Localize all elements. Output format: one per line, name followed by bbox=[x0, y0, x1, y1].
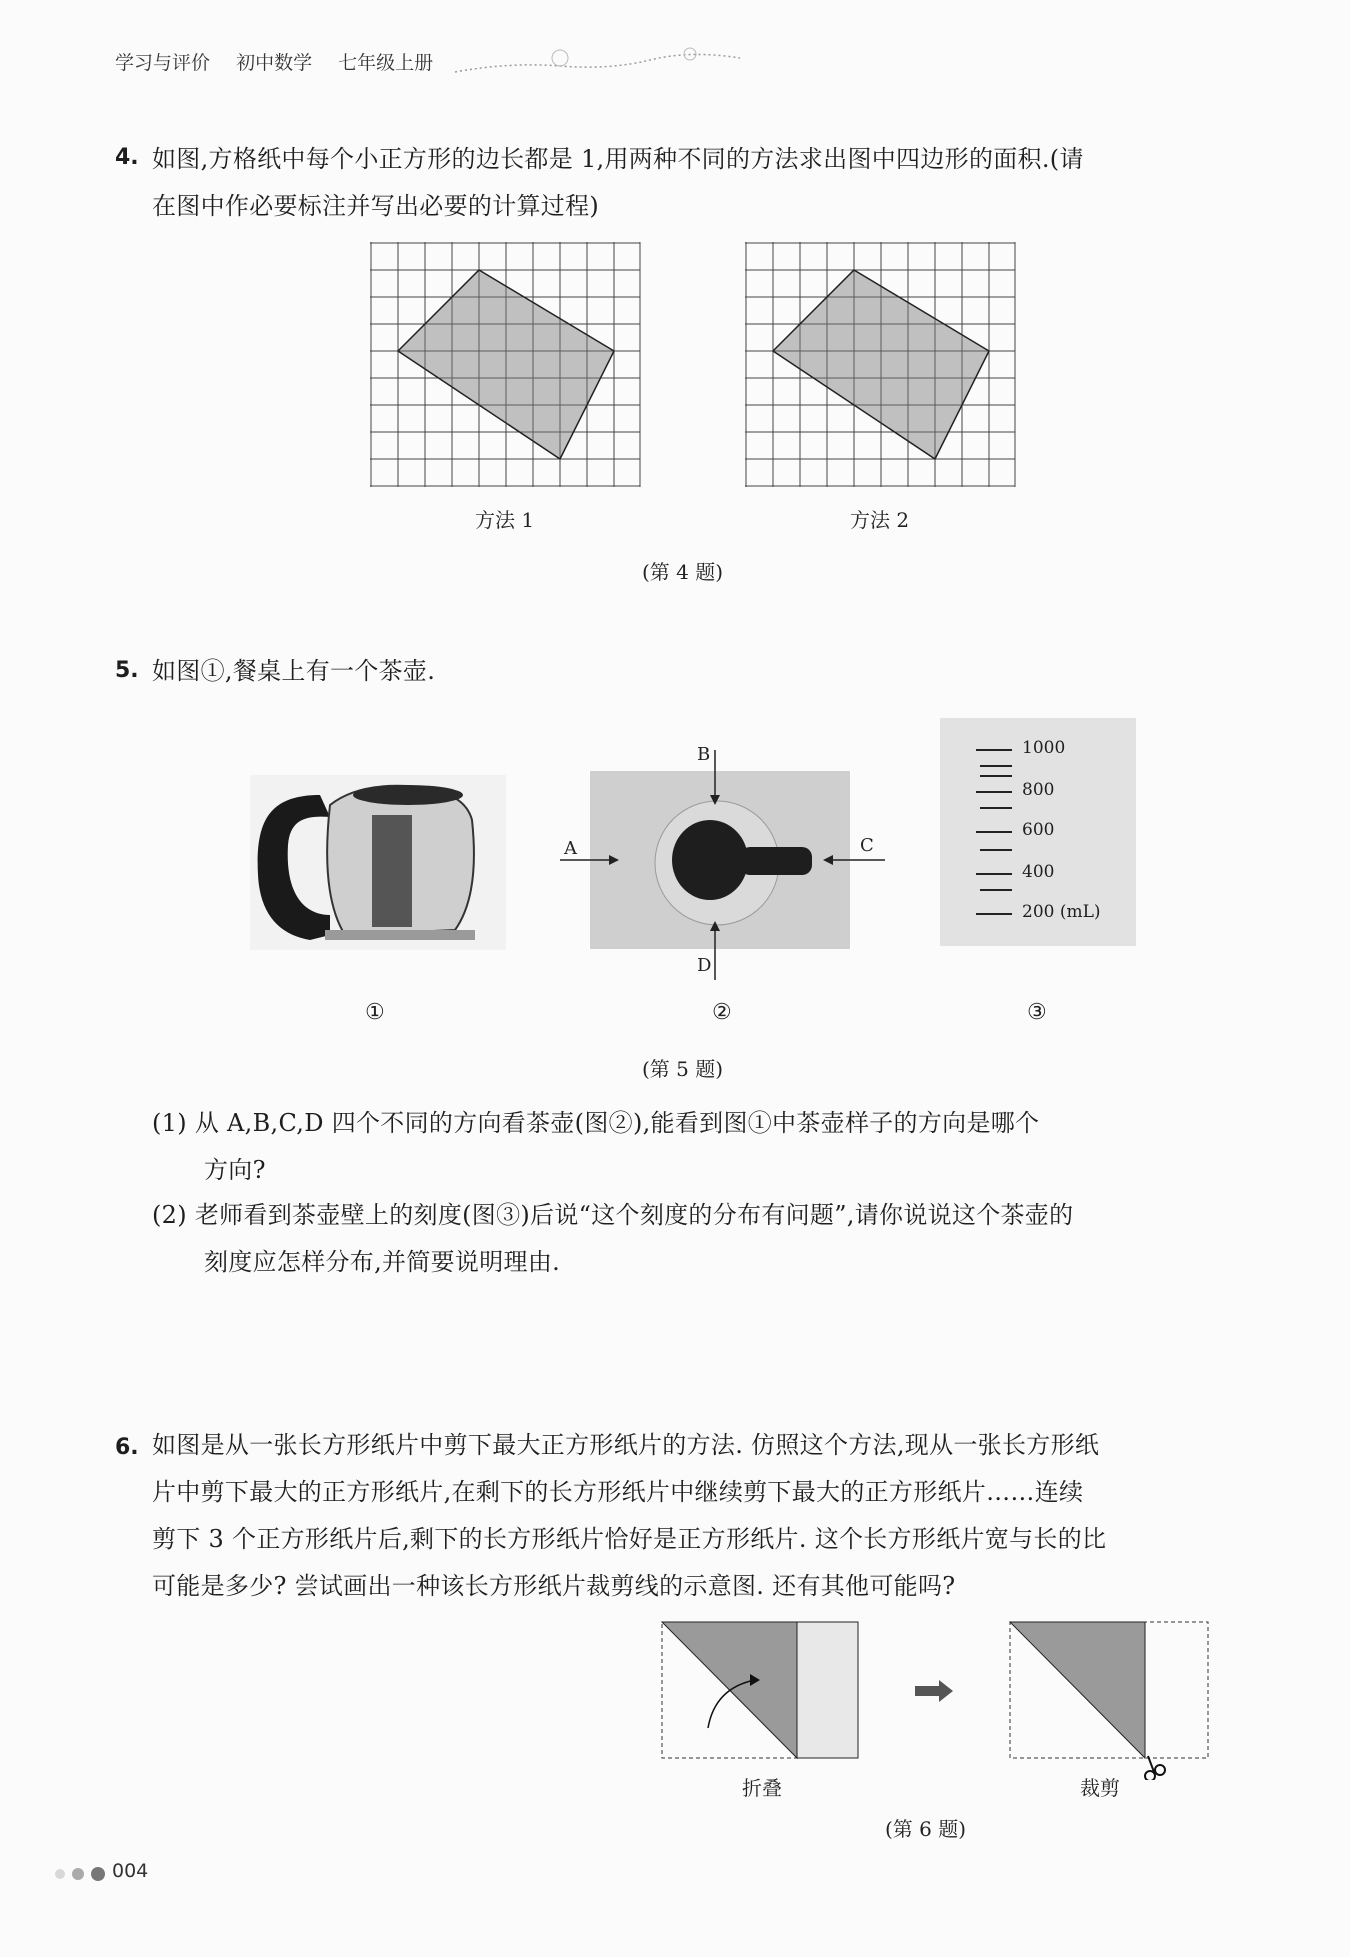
question-4-caption: (第 4 题) bbox=[642, 560, 724, 584]
question-5-sub-1 bbox=[152, 1100, 1242, 1194]
direction-d-label: D bbox=[697, 955, 712, 976]
scale-label-200: 200 (mL) bbox=[1022, 902, 1101, 922]
figure-1-label: ① bbox=[365, 1000, 385, 1025]
question-6-line-1: 如图是从一张长方形纸片中剪下最大正方形纸片的方法. 仿照这个方法,现从一张长方形纸 bbox=[152, 1431, 1100, 1459]
grid-figure-method-1 bbox=[370, 242, 642, 488]
cut-label: 裁剪 bbox=[1080, 1776, 1120, 1800]
figure-2-label: ② bbox=[712, 1000, 732, 1025]
direction-c-label: C bbox=[860, 835, 874, 856]
method-2-label: 方法 2 bbox=[850, 508, 910, 532]
question-5-sub-2-line-2: 刻度应怎样分布,并简要说明理由. bbox=[204, 1248, 561, 1276]
question-6-text bbox=[152, 1422, 1242, 1610]
question-4-line-2: 在图中作必要标注并写出必要的计算过程) bbox=[152, 192, 600, 220]
method-1-label: 方法 1 bbox=[475, 508, 535, 532]
question-4-number: 4. bbox=[115, 145, 139, 170]
question-5-intro: 如图①,餐桌上有一个茶壶. bbox=[152, 657, 436, 685]
question-4-line-1: 如图,方格纸中每个小正方形的边长都是 1,用两种不同的方法求出图中四边形的面积.(请 bbox=[152, 145, 1084, 173]
question-5-sub-2-line-1: (2) 老师看到茶壶壁上的刻度(图③)后说“这个刻度的分布有问题”,请你说说这个茶壶的 bbox=[152, 1201, 1074, 1229]
header-book-title: 学习与评价 bbox=[115, 52, 211, 74]
teapot-top-view-photo bbox=[555, 745, 895, 985]
scale-label-800: 800 bbox=[1022, 780, 1055, 800]
question-5-caption: (第 5 题) bbox=[642, 1057, 724, 1081]
cut-diagram bbox=[1008, 1620, 1213, 1780]
question-6-number: 6. bbox=[115, 1435, 139, 1460]
question-6-line-4: 可能是多少? 尝试画出一种该长方形纸片裁剪线的示意图. 还有其他可能吗? bbox=[152, 1572, 956, 1600]
direction-b-label: B bbox=[697, 744, 711, 765]
teapot-side-photo bbox=[250, 775, 506, 950]
right-arrow-icon bbox=[915, 1678, 955, 1704]
question-6-line-2: 片中剪下最大的正方形纸片,在剩下的长方形纸片中继续剪下最大的正方形纸片……连续 bbox=[152, 1478, 1084, 1506]
question-6-line-3: 剪下 3 个正方形纸片后,剩下的长方形纸片恰好是正方形纸片. 这个长方形纸片宽与长的比 bbox=[152, 1525, 1107, 1553]
scale-label-1000: 1000 bbox=[1022, 738, 1066, 758]
scale-label-600: 600 bbox=[1022, 820, 1055, 840]
question-5-number: 5. bbox=[115, 658, 139, 683]
figure-3-label: ③ bbox=[1027, 1000, 1047, 1025]
fold-diagram bbox=[660, 1620, 865, 1762]
question-6-caption: (第 6 题) bbox=[885, 1817, 967, 1841]
header-subject: 初中数学 bbox=[236, 52, 313, 74]
question-5-sub-1-line-2: 方向? bbox=[204, 1156, 266, 1184]
header-grade: 七年级上册 bbox=[338, 52, 434, 74]
header-decoration bbox=[450, 40, 750, 80]
scale-label-400: 400 bbox=[1022, 862, 1055, 882]
measurement-scale-panel bbox=[940, 718, 1136, 946]
question-5-sub-1-line-1: (1) 从 A,B,C,D 四个不同的方向看茶壶(图②),能看到图①中茶壶样子的方向是哪个 bbox=[152, 1109, 1040, 1137]
grid-figure-method-2 bbox=[745, 242, 1017, 488]
page-number: 004 bbox=[112, 1860, 149, 1882]
fold-label: 折叠 bbox=[742, 1776, 782, 1800]
direction-a-label: A bbox=[564, 838, 577, 859]
scissors-icon bbox=[1145, 1756, 1165, 1780]
page-dots-decoration bbox=[54, 1864, 110, 1884]
question-4-text bbox=[152, 136, 1242, 230]
question-5-sub-2 bbox=[152, 1192, 1242, 1286]
